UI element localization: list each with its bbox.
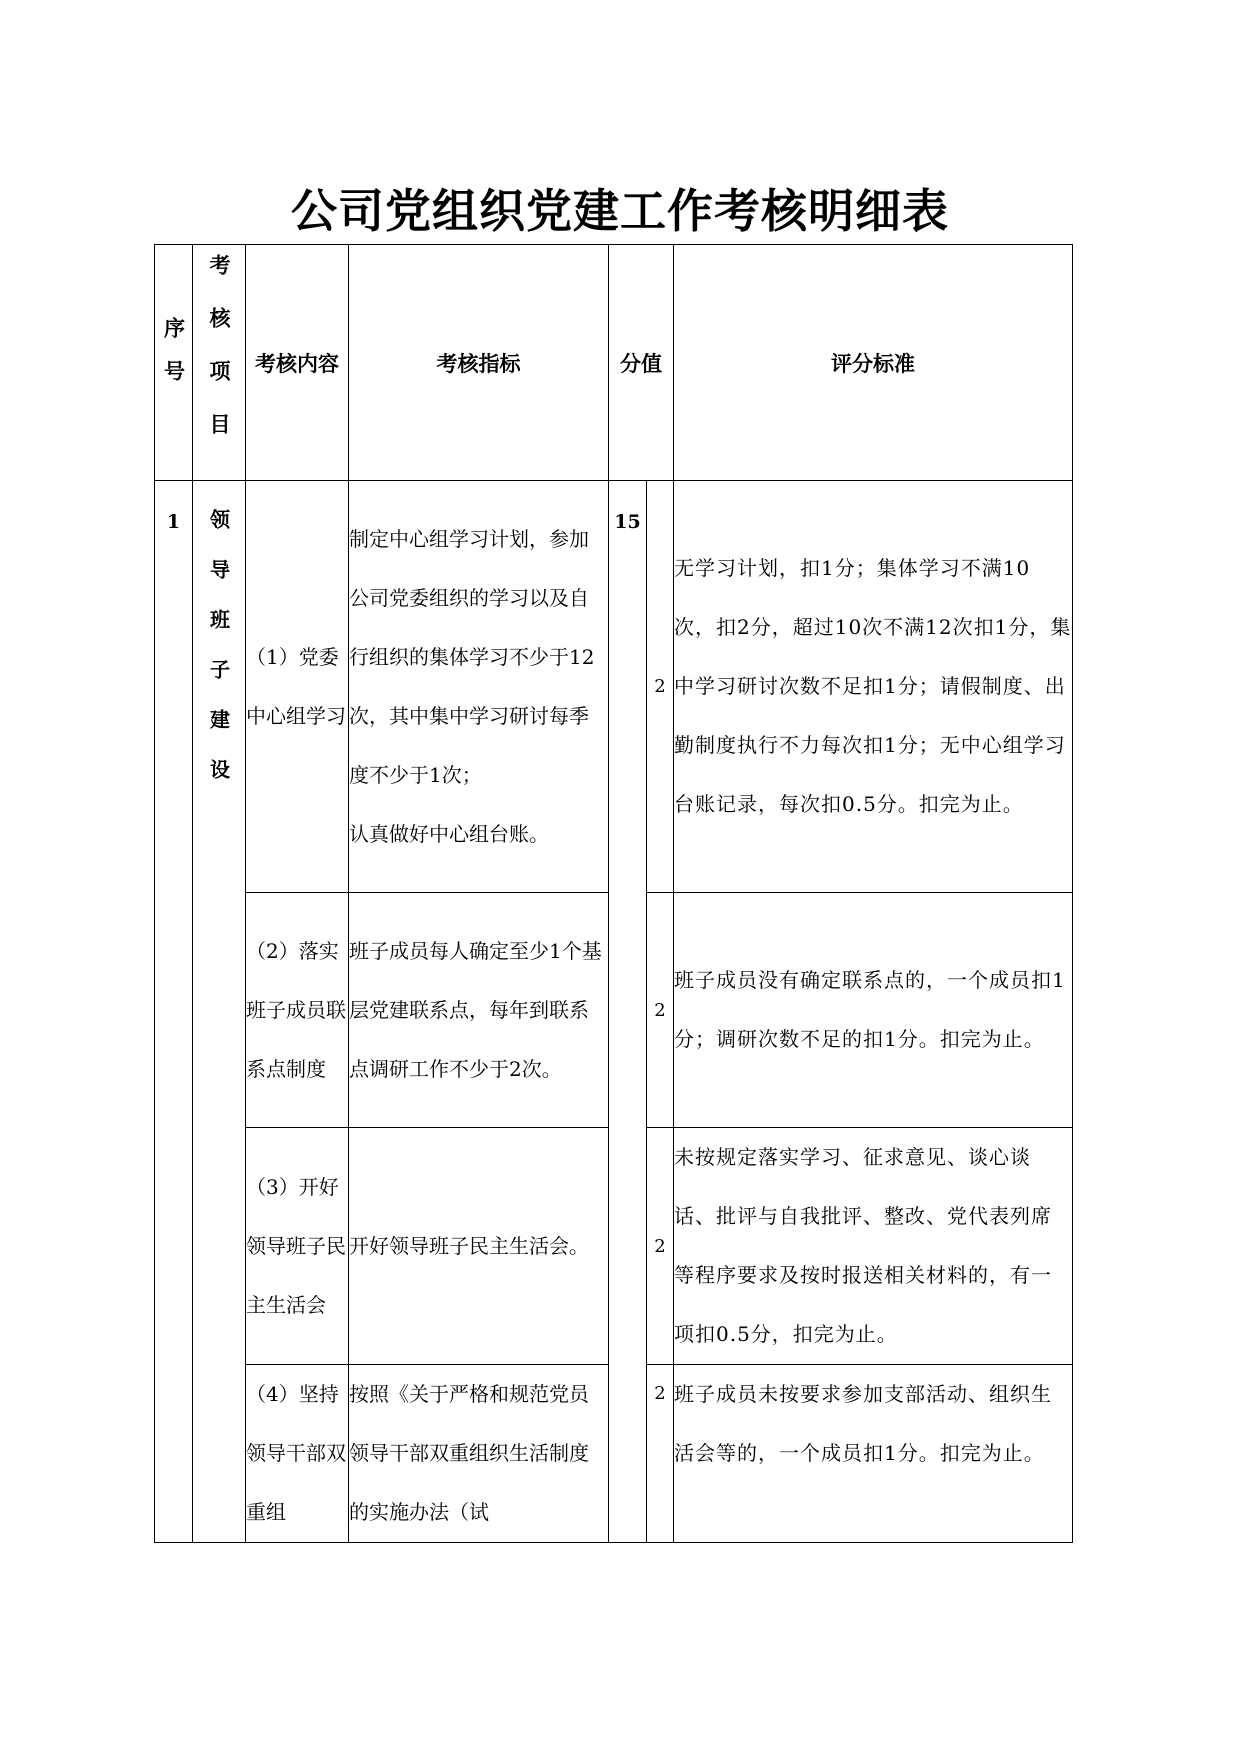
row-indicator: 班子成员每人确定至少1个基层党建联系点，每年到联系点调研工作不少于2次。 xyxy=(349,893,609,1128)
row-content: （3）开好领导班子民主生活会 xyxy=(246,1128,349,1365)
row-indicator: 按照《关于严格和规范党员领导干部双重组织生活制度的实施办法（试 xyxy=(349,1365,609,1543)
header-seq: 序号 xyxy=(155,245,193,481)
header-row xyxy=(155,245,1073,481)
header-criteria: 评分标准 xyxy=(674,245,1073,481)
row-indicator: 制定中心组学习计划，参加公司党委组织的学习以及自行组织的集体学习不少于12次，其中集中学习研讨每季度不少于1次； 认真做好中心组台账。 xyxy=(349,481,609,893)
row-content: （4）坚持领导干部双重组 xyxy=(246,1365,349,1543)
row-content: （2）落实班子成员联系点制度 xyxy=(246,893,349,1128)
row-score: 2 xyxy=(647,481,674,893)
row-score: 2 xyxy=(647,1365,674,1543)
row-criteria: 无学习计划，扣1分；集体学习不满10次，扣2分，超过10次不满12次扣1分，集中学习研讨次数不足扣1分；请假制度、出勤制度执行不力每次扣1分；无中心组学习台账记录，每次扣0.5分。扣完为止。 xyxy=(674,481,1073,893)
row-indicator: 开好领导班子民主生活会。 xyxy=(349,1128,609,1365)
row-score: 2 xyxy=(647,893,674,1128)
header-content: 考核内容 xyxy=(246,245,349,481)
header-indicator: 考核指标 xyxy=(349,245,609,481)
row-criteria: 班子成员未按要求参加支部活动、组织生活会等的，一个成员扣1分。扣完为止。 xyxy=(674,1365,1073,1543)
section-total-score: 15 xyxy=(609,481,647,1543)
table-row xyxy=(155,481,1073,893)
header-score: 分值 xyxy=(609,245,674,481)
section-seq: 1 xyxy=(155,481,193,1543)
header-item: 考核项目 xyxy=(193,245,246,481)
row-score: 2 xyxy=(647,1128,674,1365)
section-item: 领导班子建设 xyxy=(193,481,246,1543)
document-title: 公司党组织党建工作考核明细表 xyxy=(291,184,949,238)
row-content: （1）党委中心组学习 xyxy=(246,481,349,893)
row-criteria: 班子成员没有确定联系点的，一个成员扣1分；调研次数不足的扣1分。扣完为止。 xyxy=(674,893,1073,1128)
row-criteria: 未按规定落实学习、征求意见、谈心谈话、批评与自我批评、整改、党代表列席等程序要求及按时报送相关材料的，有一项扣0.5分，扣完为止。 xyxy=(674,1128,1073,1365)
assessment-table xyxy=(154,244,1073,1543)
